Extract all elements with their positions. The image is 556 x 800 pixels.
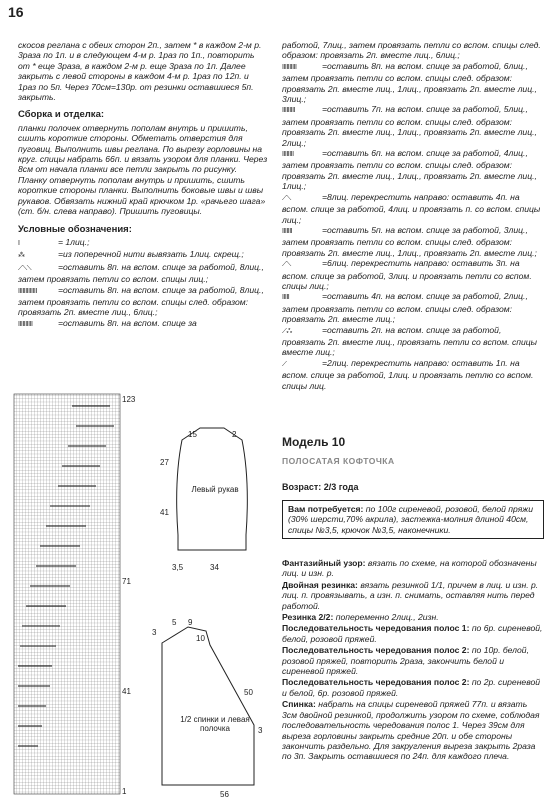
model-subtitle: ПОЛОСАТАЯ КОФТОЧКА xyxy=(282,456,395,466)
spec-item: Резинка 2/2: попеременно 2лиц., 2изн. xyxy=(282,612,439,623)
right-column xyxy=(282,40,544,391)
page-number: 16 xyxy=(8,4,24,20)
assembly-heading: Сборка и отделка: xyxy=(18,109,105,121)
spec-item: Последовательность чередования полос 2: по 2р. сиреневой и белой, 6р. розовой пряжей. xyxy=(282,677,541,698)
back-schematic xyxy=(150,615,275,800)
chart-row-label: 41 xyxy=(122,687,131,696)
left-column xyxy=(18,40,268,330)
cable-symbol-icon: IIIIIIIIII xyxy=(18,320,33,328)
legend-item: I = 1лиц.; xyxy=(18,237,268,249)
specs-list xyxy=(282,558,544,763)
chart-row-label: 71 xyxy=(122,577,131,586)
assembly-text: планки полочек отвернуть пополам внутрь и пришить, сшить короткие стороны. Обметать отверстия для пуговиц. Выполнить швы реглана. По вырезу горловины на круг. спицы набрать 66п. и вязать узором для планки. Через 8см от начала планки все петли закрыть по рисунку. Планку отвернуть пополам внутрь и пришить, сшить короткие стороны планки. Выполнить боковые швы и швы рукавов. Обвязать нижний край крючком 1р. «рачьего шага» (ст. б/н. слева направо). Пришить пуговицы. xyxy=(18,122,268,217)
legend-item: IIIIIIIIIIIII =оставить 8п. на вспом. спице за работой, 8лиц., затем провязать петли со вспом. спицы след. образом: провязать 2п. вместе лиц., 6лиц.; xyxy=(18,284,264,318)
legend-item: IIIIIIII =оставить 6п. на вспом. спице за работой, 4лиц., затем провязать петли со вспом. спицы след. образом: провязать 2п. вместе лиц., 1лиц., провязать 2п. вместе лиц., 1лиц.; xyxy=(282,148,537,192)
legend-item: ⁂ =из поперечной нити вывязать 1лиц. скрещ.; xyxy=(18,249,268,261)
cross-right-symbol-icon: ⟋⟍ xyxy=(282,261,291,269)
legend-item: ⟋⟍⟍ =оставить 8п. на вспом. спице за работой, 8лиц., затем провязать петли со вспом. спицы лиц.; xyxy=(18,261,264,285)
dim-label: 5 xyxy=(172,618,177,627)
legend-item: работой, 7лиц., затем провязать петли со вспом. спицы след. образом: провязать 2п. вместе лиц., 6лиц.; xyxy=(282,40,541,61)
chart-grid xyxy=(14,394,120,794)
knit-symbol-icon: I xyxy=(18,239,20,247)
dim-label: 50 xyxy=(244,688,253,697)
cable-symbol-icon: IIIIIIIIII xyxy=(282,63,297,71)
cross-right-symbol-icon: ⟋ xyxy=(282,360,287,368)
legend-heading: Условные обозначения: xyxy=(18,223,132,235)
dim-label: 2 xyxy=(232,430,237,439)
legend-item: IIIIIIIII =оставить 7п. на вспом. спице за работой, 5лиц., затем провязать петли со вспом. спицы след. образом: провязать 2п. вместе лиц., 1лиц., провязать 2п. вместе лиц., 2лиц.; xyxy=(282,104,537,148)
age-label: Возраст: 2/3 года xyxy=(282,482,359,492)
legend-item: IIIIIII =оставить 5п. на вспом. спице за работой, 3лиц., затем провязать петли со вспом. спицы след. образом: провязать 2п. вместе лиц., 1лиц., провязать 2п. вместе лиц.; xyxy=(282,224,537,258)
spec-item: Последовательность чередования полос 1: по 6р. сиреневой, белой, розовой пряжей. xyxy=(282,623,543,644)
dim-label: 34 xyxy=(210,563,219,572)
dim-label: 9 xyxy=(188,618,193,627)
legend-item: IIIII =оставить 4п. на вспом. спице за работой, 2лиц., затем провязать петли со вспом. спицы след. образом: провязать 2п. вместе лиц.; xyxy=(282,291,528,325)
model-title: Модель 10 xyxy=(282,435,346,449)
dim-label: 3 xyxy=(152,628,157,637)
cable-symbol-icon: IIIIIIIII xyxy=(282,107,296,115)
materials-text: по 100г сиреневой, розовой, белой пряжи (30% шерсти,70% акрила), застежка-молния длиной 40см, спицы №3,5, крючок №3,5, наконечники. xyxy=(288,504,533,535)
legend-item: IIIIIIIIII =оставить 8п. на вспом. спице за xyxy=(18,318,268,330)
spec-item: Фантазийный узор: вязать по схеме, на которой обозначены лиц. и изн. р. xyxy=(282,558,537,579)
legend-item: ⟋⁂ =оставить 2п. на вспом. спице за работой, провязать 2п. вместе лиц., провязать петли со вспом. спицы вместе лиц.; xyxy=(282,324,537,358)
spec-item: Двойная резинка: вязать резинкой 1/1, причем в лиц. и изн. р. лиц. п. провязывать, а изн. п. снимать, оставляя нить перед работой. xyxy=(282,579,539,611)
cable-symbol-icon: ⟋⟍⟍ xyxy=(18,264,32,272)
chart-row-label: 123 xyxy=(122,395,136,404)
dim-label: 27 xyxy=(160,458,169,467)
legend-item: ⟋ =2лиц. перекрестить направо: оставить 1п. на вспом. спице за работой, 1лиц. и провязать петлю со вспом. спицы лиц. xyxy=(282,357,534,391)
intro-paragraph: скосов реглана с обеих сторон 2п., затем * в каждом 2-м р. 3раза по 1п. и в следующем 4-м р. 1раз по 1п., повторить от * еще 3раза, в каждом 2-м р. еще 3раза по 1п. Далее закрыть с левой стороны в каждом 4-м р. 1раз по 12п. и 1раз по 5п. Через 70см=130р. от резинки оставшиеся 5п. закрыть. xyxy=(18,40,262,103)
cable-symbol-icon: IIIIIIII xyxy=(282,151,294,159)
decrease-symbol-icon: ⟋⁂ xyxy=(282,327,292,335)
cable-symbol-icon: IIIIIII xyxy=(282,227,293,235)
dim-label: 15 xyxy=(188,430,197,439)
cross-symbol-icon: ⁂ xyxy=(18,252,25,260)
materials-label: Вам потребуется: xyxy=(288,504,364,514)
dim-label: 3 xyxy=(258,726,263,735)
sleeve-schematic xyxy=(150,420,275,580)
legend-item: ⟋⟍ =8лиц. перекрестить направо: оставить 4п. на вспом. спице за работой, 4лиц. и провязать п. со вспом. спицы лиц.; xyxy=(282,191,541,225)
spec-item: Спинка: набрать на спицы сиреневой пряжей 77п. и вязать 3см двойной резинкой, продолжить узором по схеме, соблюдая последовательность чередования полос 1. Через 39см для выреза горловины закрыть средние 20п. и обе стороны закончить раздельно. Для закругления выреза закрыть 2раза по 3п. Закрыть оставшиеся по 24п. для каждого плеча. xyxy=(282,699,540,762)
legend-item: IIIIIIIIII =оставить 8п. на вспом. спице за работой, 6лиц., затем провязать петли со вспом. спицы след. образом: провязать 2п. вместе лиц., 1лиц., провязать 2п. вместе лиц., 3лиц.; xyxy=(282,60,537,105)
cross-right-symbol-icon: ⟋⟍ xyxy=(282,194,291,202)
legend-item: ⟋⟍ =6лиц. перекрестить направо: оставить 3п. на вспом. спице за работой, 3лиц. и провязать петли со вспом. спицы лиц.; xyxy=(282,258,532,291)
back-label: 1/2 спинки и левая полочка xyxy=(180,715,250,733)
dim-label: 10 xyxy=(196,634,205,643)
cable-symbol-icon: IIIIIIIIIIIII xyxy=(18,287,37,295)
spec-item: Последовательность чередования полос 2: по 10р. белой, розовой пряжей, повторить 2раза, закончить белой и сиреневой пряжей. xyxy=(282,645,529,677)
chart-row-label: 1 xyxy=(122,787,127,796)
dim-label: 41 xyxy=(160,508,169,517)
materials-box xyxy=(282,500,544,539)
cable-symbol-icon: IIIII xyxy=(282,294,290,302)
knitting-chart xyxy=(10,392,138,796)
back-outline xyxy=(162,627,254,785)
dim-label: 3,5 xyxy=(172,563,184,572)
sleeve-label: Левый рукав xyxy=(191,485,239,494)
dim-label: 56 xyxy=(220,790,229,799)
